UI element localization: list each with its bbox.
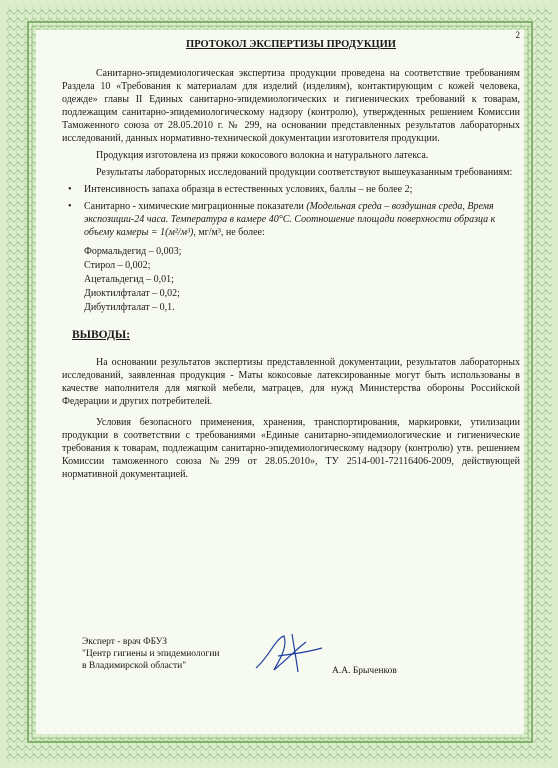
document-title: ПРОТОКОЛ ЭКСПЕРТИЗЫ ПРОДУКЦИИ xyxy=(186,39,396,50)
chemical-item: Дибутилфталат – 0,1. xyxy=(84,302,175,313)
paragraph-conclusion-1: На основании результатов экспертизы представленной документации, результатов лабораторных исследований, заявленная продукция - Маты кокосовые латексированные могут быть использованы в качестве наполнителя для мягкой мебели, матрацев, для нужд Министерства обороны Российской Федерации и других потребителей. xyxy=(62,357,520,407)
chemical-item: Формальдегид – 0,003; xyxy=(84,246,182,257)
bullet-migration: • Санитарно - химические миграционные показатели (Модельная среда – воздушная среда, Время экспозиции-24 часа. Температура в камере 40°С. Соотношение площади поверхности образца к объему камеры = 1(м²/м³), мг/м³, не более: xyxy=(62,200,520,239)
signatory-position: Эксперт - врач ФБУЗ xyxy=(82,637,168,647)
bullet-odor: • Интенсивность запаха образца в естественных условиях, баллы – не более 2; xyxy=(62,183,520,196)
page-number: 2 xyxy=(515,30,520,40)
signatory-org: "Центр гигиены и эпидемиологии xyxy=(82,649,220,659)
paragraph-expertise: Санитарно-эпидемиологическая экспертиза продукции проведена на соответствие требованиям Раздела 10 «Требования к материалам для изделий (изделиям), контактирующим с кожей человека, одежде» главы II Единых санитарно-эпидемиологических и гигиенических требований к товарам, подлежащим санитарно-эпидемиологическому надзору (контролю), утвержденных решением Комиссии Таможенного союза от 28.05.2010 г. № 299, на основании представленных результатов лабораторных исследований, данных нормативно-технической документации изготовителя продукции. xyxy=(62,68,520,144)
chemical-item: Стирол – 0,002; xyxy=(84,260,151,271)
chemical-item: Диоктилфталат – 0,02; xyxy=(84,288,180,299)
chemical-item: Ацетальдегид – 0,01; xyxy=(84,274,174,285)
chemical-list xyxy=(84,245,520,315)
handwritten-signature xyxy=(248,628,328,678)
paragraph-conclusion-2: Условия безопасного применения, хранения, транспортирования, маркировки, утилизации продукции в соответствии с требованиями «Единые санитарно-эпидемиологические и гигиенические требования к товарам, подлежащим санитарно-эпидемиологическому надзору (контролю) утв. решением Комиссии таможенного союза №299 от 28.05.2010», ТУ 2514-001-72116406-2009, действующей нормативной документацией. xyxy=(62,417,520,480)
paragraph-results: Результаты лабораторных исследований продукции соответствуют вышеуказанным требованиям: xyxy=(96,167,513,178)
signatory-block xyxy=(82,636,219,672)
signatory-region: в Владимирской области" xyxy=(82,661,187,671)
conclusions-heading: ВЫВОДЫ: xyxy=(72,329,131,341)
signatory-name: А.А. Брыченков xyxy=(332,666,397,676)
paragraph-material: Продукция изготовлена из пряжи кокосового волокна и натурального латекса. xyxy=(96,150,429,161)
document-body xyxy=(62,38,520,481)
